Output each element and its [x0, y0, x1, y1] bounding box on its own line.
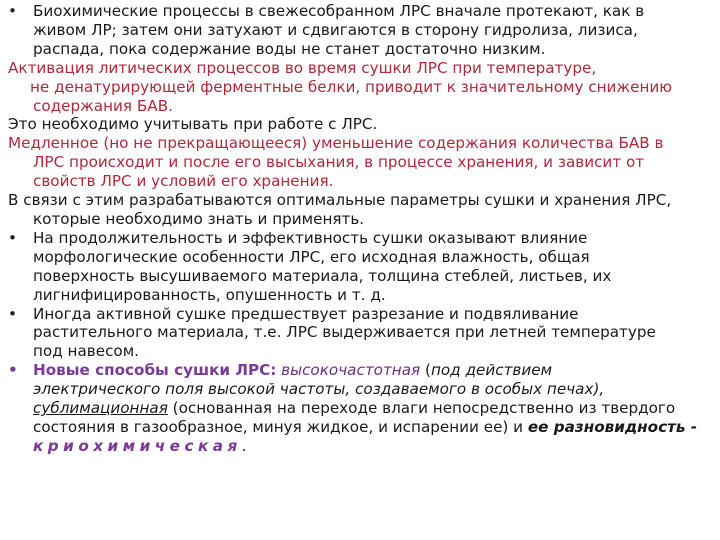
sublimation-description-line2: состояния в газообразное, минуя жидкое, и испарении ее) и: [33, 417, 528, 436]
bullet-icon: •: [8, 361, 18, 380]
text-line: морфологические особенности ЛРС, его исходная влажность, общая: [33, 247, 590, 266]
high-frequency-label: высокочастотная: [281, 361, 421, 380]
text-line: На продолжительность и эффективность сушки оказывают влияние: [33, 228, 588, 247]
new-methods-heading: Новые способы сушки ЛРС:: [33, 361, 277, 380]
text-line: Биохимические процессы в свежесобранном ЛРС вначале протекают, как в: [33, 2, 645, 20]
paragraph-parameters: [8, 191, 712, 229]
text-line: живом ЛР; затем они затухают и сдвигаются в сторону гидролиза, лизиса,: [33, 20, 638, 39]
paragraph-drying-factors: [8, 229, 712, 305]
sublimation-label: сублимационная: [33, 399, 168, 418]
sublimation-description: (основанная на переходе влаги непосредственно из твердого: [167, 399, 676, 418]
text-line: содержания БАВ.: [33, 96, 173, 115]
text-line: свойств ЛРС и условий его хранения.: [33, 172, 334, 191]
text-line: Иногда активной сушке предшествует разрезание и подвяливание: [33, 304, 579, 323]
variety-label: ее разновидность -: [527, 417, 698, 436]
text-line: лигнифицированность, опушенность и т. д.: [33, 285, 386, 304]
paragraph-slow-decrease: [8, 134, 712, 191]
bullet-icon: •: [8, 2, 17, 20]
paragraph-activation-lytic: [8, 59, 712, 116]
high-frequency-description: под действием: [430, 361, 553, 380]
text-line: ЛРС происходит и после его высыхания, в процессе хранения, и зависит от: [33, 153, 645, 172]
text-line: поверхность высушиваемого материала, толщина стеблей, листьев, их: [33, 266, 612, 285]
period: .: [241, 436, 247, 455]
paren-open: (: [420, 361, 431, 380]
paragraph-biochemical-processes: [8, 2, 712, 59]
text-line: которые необходимо знать и применять.: [33, 209, 365, 228]
text-line: Это необходимо учитывать при работе с ЛРС.: [8, 115, 378, 134]
text-line: не денатурирующей ферментные белки, приводит к значительному снижению: [30, 77, 673, 96]
paragraph-new-methods: [8, 361, 712, 456]
text-line: Медленное (но не прекращающееся) уменьшение содержания количества БАВ в: [8, 134, 664, 153]
cryochemical-label: криохимическая: [33, 436, 242, 455]
text-line: под навесом.: [33, 342, 140, 361]
paragraph-pre-drying: [8, 305, 712, 362]
text-line: В связи с этим разрабатываются оптимальные параметры сушки и хранения ЛРС,: [8, 191, 672, 210]
text-line: растительного материала, т.е. ЛРС выдерживается при летней температуре: [33, 323, 656, 342]
text-line: распада, пока содержание воды не станет достаточно низким.: [33, 39, 546, 58]
high-frequency-description-line2: электрического поля высокой частоты, создаваемого в особых печах),: [33, 380, 605, 399]
bullet-icon: •: [8, 304, 17, 323]
text-line: Активация литических процессов во время сушки ЛРС при температуре,: [8, 58, 597, 77]
paragraph-note: [8, 115, 712, 134]
bullet-icon: •: [8, 228, 17, 247]
